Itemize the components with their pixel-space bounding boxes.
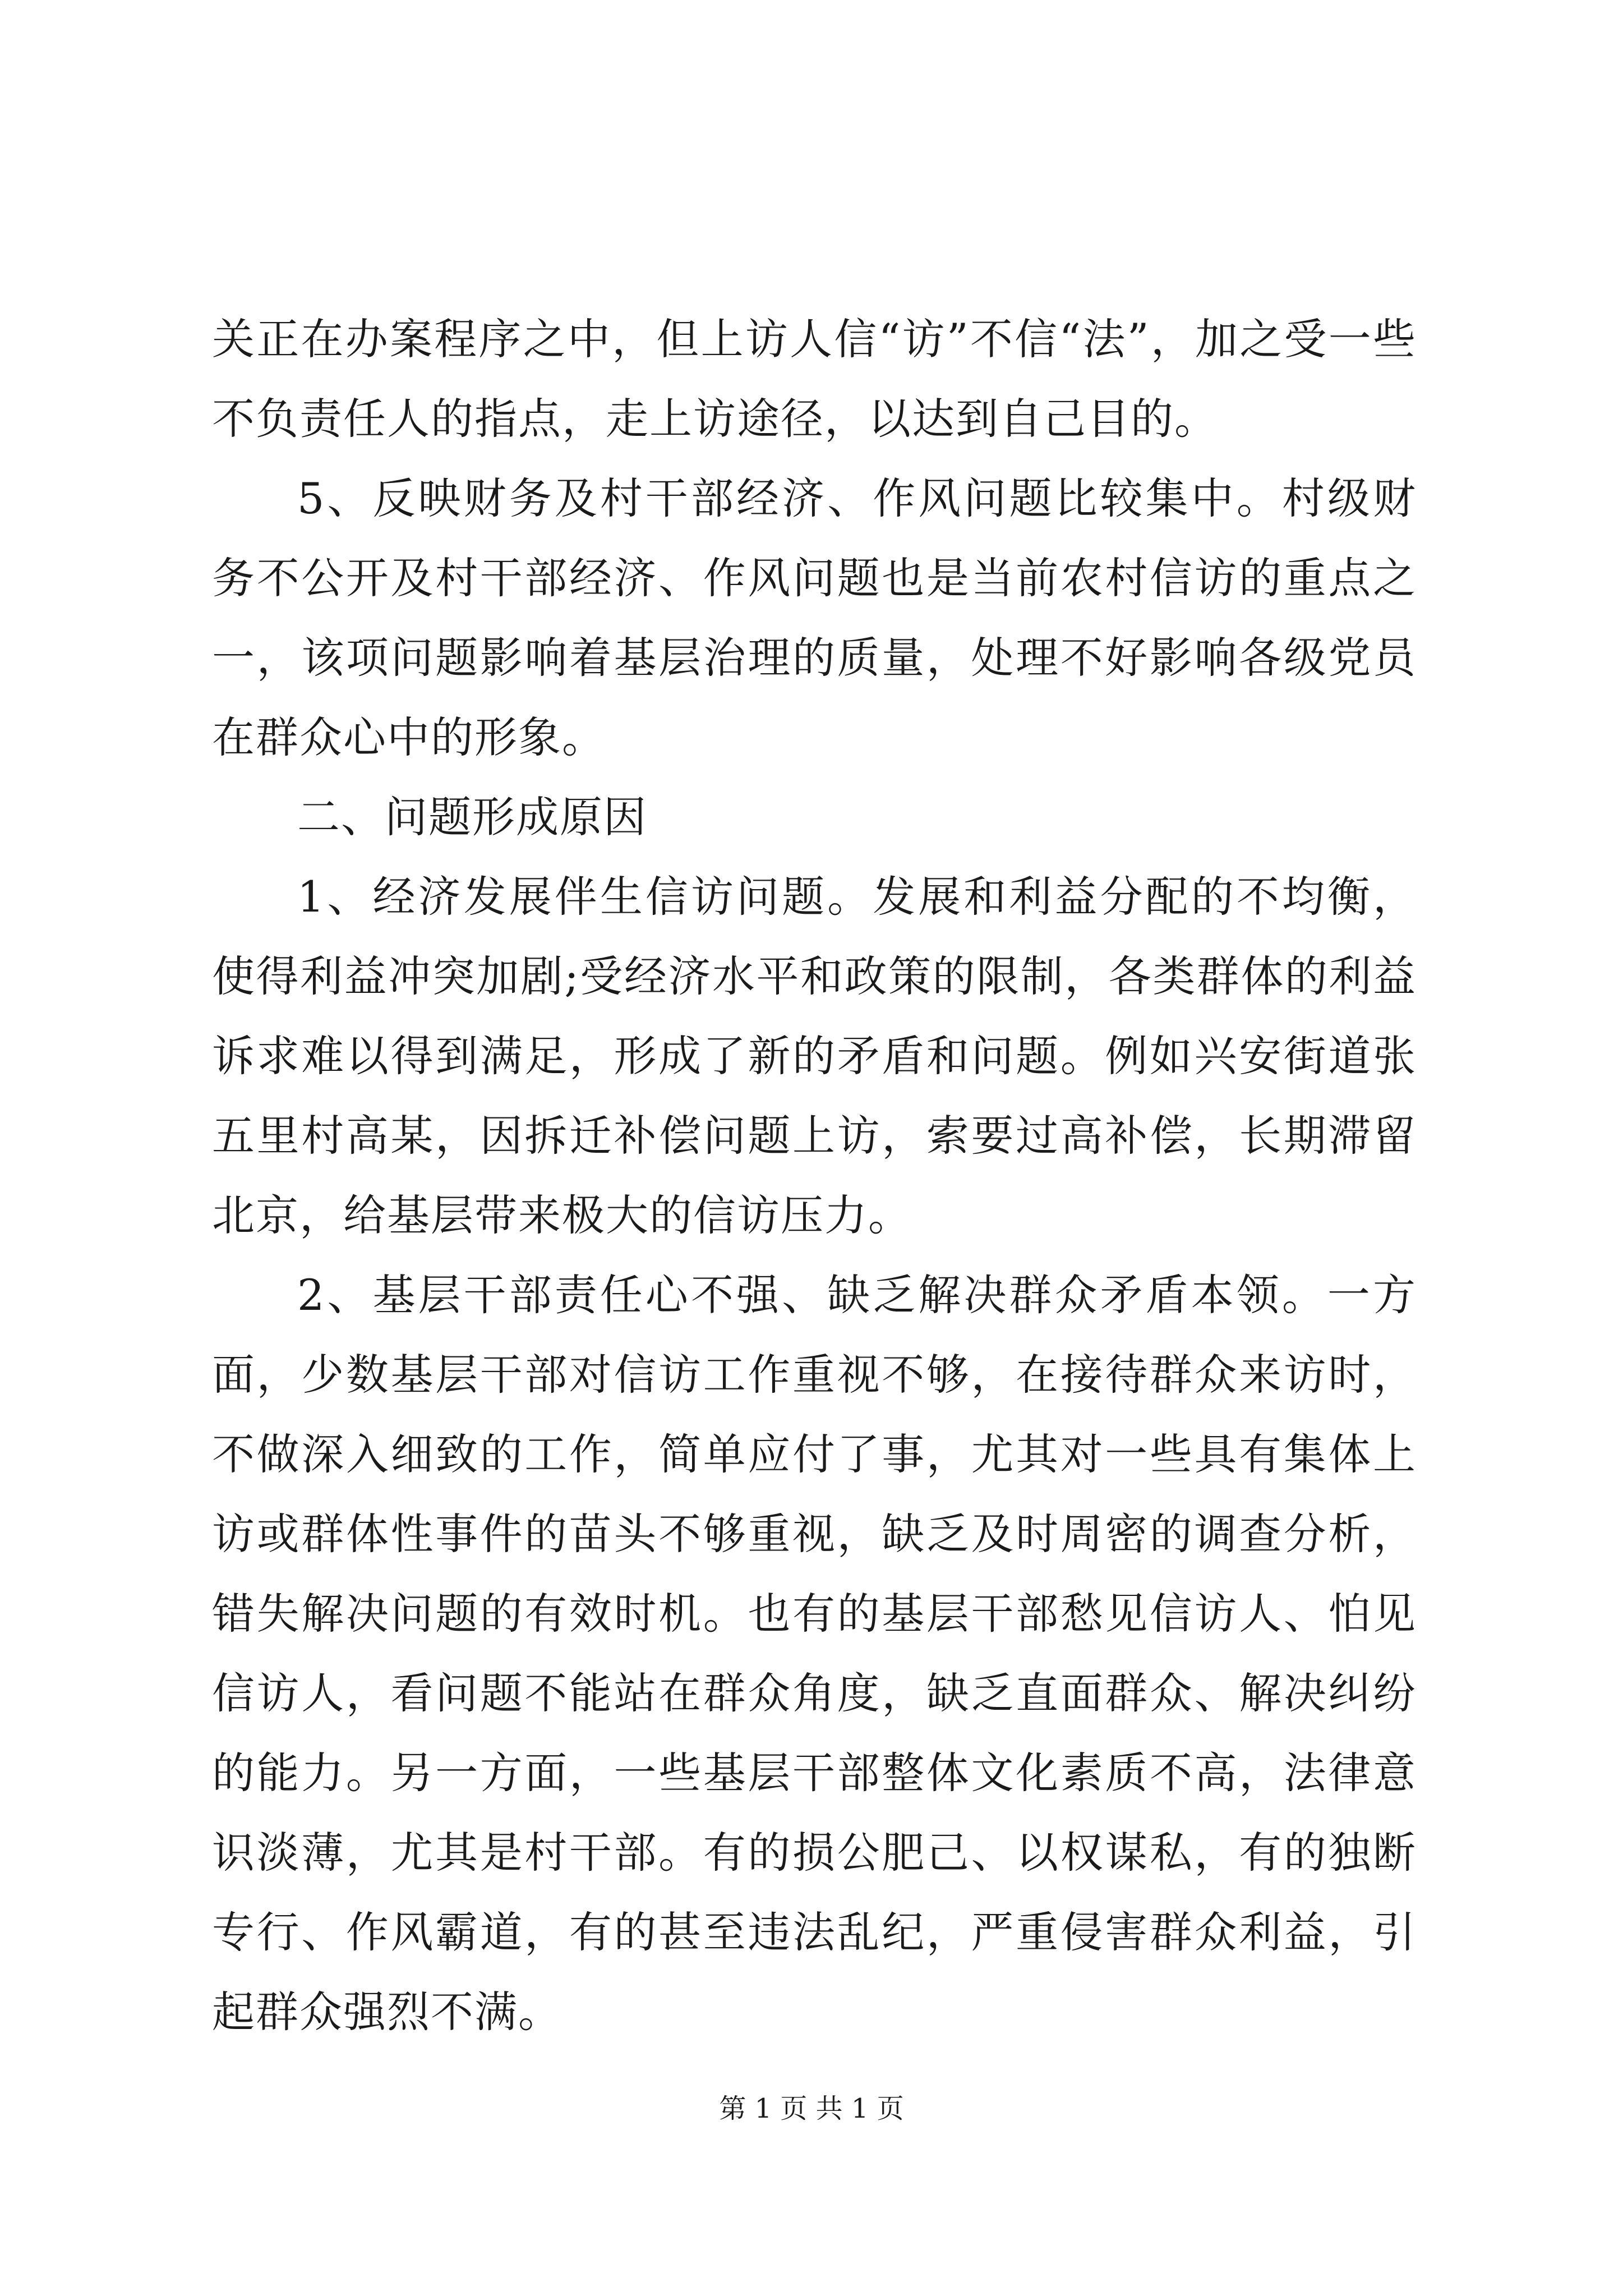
paragraph-item-1: 1、经济发展伴生信访问题。发展和利益分配的不均衡，使得利益冲突加剧;受经济水平和政策的限制，各类群体的利益诉求难以得到满足，形成了新的矛盾和问题。例如兴安街道张五里村高某，因拆迁补偿问题上访，索要过高补偿，长期滞留北京，给基层带来极大的信访压力。: [212, 872, 1417, 1240]
paragraph-continued: 关正在办案程序之中，但上访人信“访”不信“法”，加之受一些不负责任人的指点，走上访途径，以达到自己目的。: [212, 314, 1417, 444]
document-body: [212, 300, 1417, 2052]
page-footer: 第 1 页 共 1 页: [719, 2093, 904, 2124]
paragraph-item-5: 5、反映财务及村干部经济、作风问题比较集中。村级财务不公开及村干部经济、作风问题也是当前农村信访的重点之一，该项问题影响着基层治理的质量，处理不好影响各级党员在群众心中的形象。: [212, 473, 1417, 762]
section-heading: 二、问题形成原因: [297, 792, 647, 842]
paragraph-item-2: 2、基层干部责任心不强、缺乏解决群众矛盾本领。一方面，少数基层干部对信访工作重视不够，在接待群众来访时，不做深入细致的工作，简单应付了事，尤其对一些具有集体上访或群体性事件的苗头不够重视，缺乏及时周密的调查分析，错失解决问题的有效时机。也有的基层干部愁见信访人、怕见信访人，看问题不能站在群众角度，缺乏直面群众、解决纠纷的能力。另一方面，一些基层干部整体文化素质不高，法律意识淡薄，尤其是村干部。有的损公肥己、以权谋私，有的独断专行、作风霸道，有的甚至违法乱纪，严重侵害群众利益，引起群众强烈不满。: [212, 1270, 1417, 2037]
